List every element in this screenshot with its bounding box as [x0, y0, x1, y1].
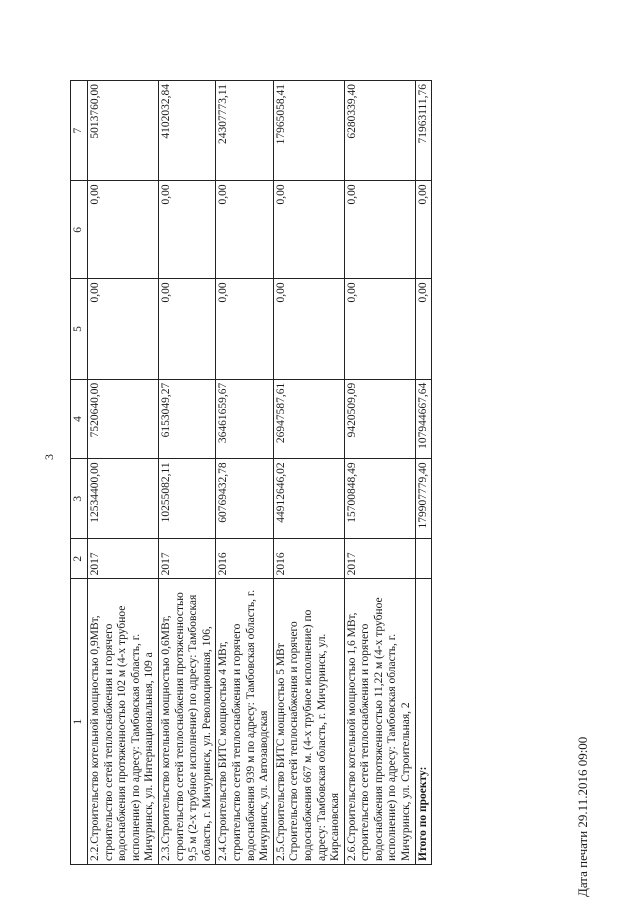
project-table — [70, 80, 432, 865]
header-row — [71, 81, 88, 865]
column-header: 2 — [71, 539, 88, 579]
row-value-6: 0,00 — [88, 181, 159, 279]
row-description: 2.6.Строительство котельной мощностью 1,6 МВт, строительство сетей теплоснабжения и горячего водоснабжения протяженностью 11,22 м (4-х трубное исполнение) по адресу: Тамбовская область, г. Мичуринск, ул. Строительная, 2 — [344, 579, 415, 865]
row-description: 2.5.Строительство БИТС мощностью 5 МВт Строительство сетей теплоснабжения и горячего водоснабжения 667 м. (4-х трубное исполнение) по адресу: Тамбовская область, г. Мичуринск, ул. Кирсановская — [273, 579, 344, 865]
row-value-4: 6153049,27 — [158, 379, 215, 459]
total-label: Итого по проекту: — [415, 579, 432, 865]
row-description: 2.3.Строительство котельной мощностью 0,6МВт, строительство сетей теплоснабжения протяженностью 9,5 м (2-х трубное исполнение) по адресу: Тамбовская область, г. Мичуринск, ул. Революционная, 106, — [158, 579, 215, 865]
table-row — [344, 81, 415, 865]
row-value-3: 15700848,49 — [344, 459, 415, 539]
row-value-7: 17965058,41 — [273, 81, 344, 181]
row-value-5: 0,00 — [158, 279, 215, 379]
total-value-7: 71963111,76 — [415, 81, 432, 181]
row-year: 2017 — [88, 539, 159, 579]
table-row — [158, 81, 215, 865]
row-year: 2017 — [344, 539, 415, 579]
row-value-3: 60769432,78 — [216, 459, 273, 539]
print-date: Дата печати 29.11.2016 09:00 — [575, 736, 590, 897]
row-value-4: 26947587,61 — [273, 379, 344, 459]
row-value-5: 0,00 — [344, 279, 415, 379]
row-value-4: 7520640,00 — [88, 379, 159, 459]
total-row — [415, 81, 432, 865]
row-value-7: 6280339,40 — [344, 81, 415, 181]
total-value-4: 107944667,64 — [415, 379, 432, 459]
column-header: 7 — [71, 81, 88, 181]
row-value-3: 10255082,11 — [158, 459, 215, 539]
row-value-4: 9420509,09 — [344, 379, 415, 459]
row-year: 2016 — [273, 539, 344, 579]
row-value-6: 0,00 — [216, 181, 273, 279]
table-row — [216, 81, 273, 865]
row-value-7: 5013760,00 — [88, 81, 159, 181]
total-value-3: 179907779,40 — [415, 459, 432, 539]
row-description: 2.2.Строительство котельной мощностью 0,9МВт, строительство сетей теплоснабжения и горячего водоснабжения протяженностью 102 м (4-х трубное исполнение) по адресу: Тамбовская область, г. Мичуринск, ул. Интернациональная, 109 а — [88, 579, 159, 865]
column-header: 6 — [71, 181, 88, 279]
row-value-6: 0,00 — [344, 181, 415, 279]
row-value-5: 0,00 — [216, 279, 273, 379]
column-header: 4 — [71, 379, 88, 459]
row-value-7: 24307773,11 — [216, 81, 273, 181]
table-row — [273, 81, 344, 865]
column-header: 1 — [71, 579, 88, 865]
table-row — [88, 81, 159, 865]
row-value-6: 0,00 — [273, 181, 344, 279]
row-value-3: 44912646,02 — [273, 459, 344, 539]
row-value-3: 12534400,00 — [88, 459, 159, 539]
row-year: 2016 — [216, 539, 273, 579]
row-value-5: 0,00 — [88, 279, 159, 379]
row-value-4: 36461659,67 — [216, 379, 273, 459]
row-value-7: 4102032,84 — [158, 81, 215, 181]
row-year: 2017 — [158, 539, 215, 579]
row-value-6: 0,00 — [158, 181, 215, 279]
column-header: 5 — [71, 279, 88, 379]
total-value-5: 0,00 — [415, 279, 432, 379]
total-value-6: 0,00 — [415, 181, 432, 279]
page-number: 3 — [42, 454, 56, 460]
column-header: 3 — [71, 459, 88, 539]
row-value-5: 0,00 — [273, 279, 344, 379]
total-year — [415, 539, 432, 579]
row-description: 2.4.Строительство БИТС мощностью 4 МВт, строительство сетей теплоснабжения и горячего водоснабжения 939 м по адресу: Тамбовская область, г. Мичуринск, ул. Автозаводская — [216, 579, 273, 865]
